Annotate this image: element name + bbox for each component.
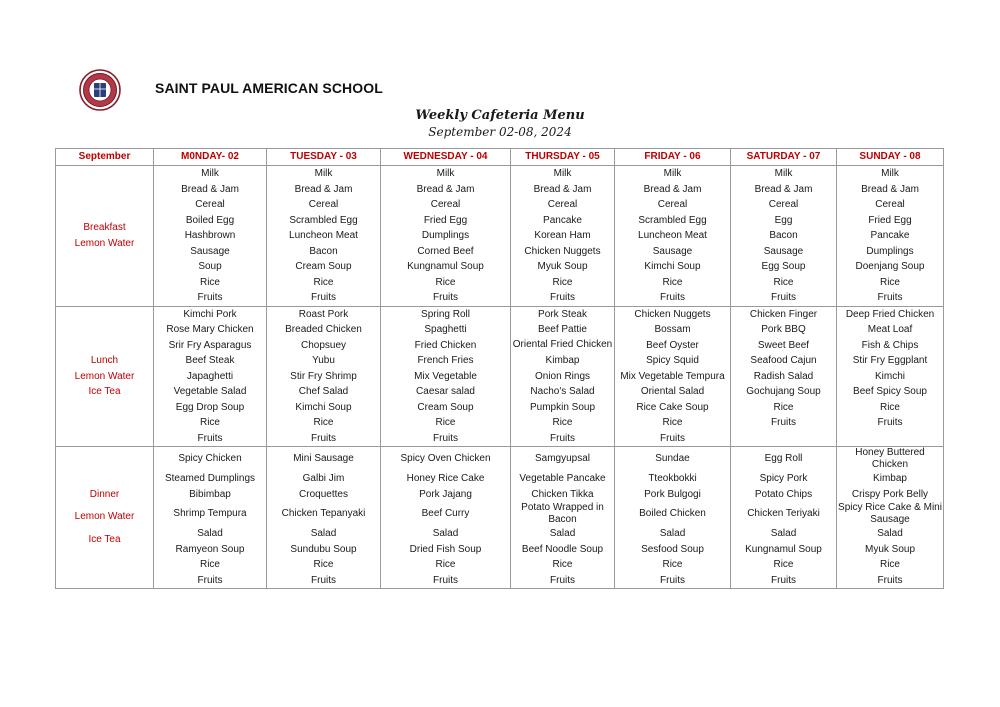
lunch-label: Lemon Water — [74, 370, 135, 382]
menu-cell: Mix Vegetable — [381, 369, 511, 385]
menu-cell: Bread & Jam — [267, 182, 381, 198]
menu-cell: Corned Beef — [381, 244, 511, 260]
menu-cell: Rice — [267, 275, 381, 291]
menu-cell: Kimbap — [511, 353, 615, 369]
menu-cell: Scrambled Egg — [615, 213, 731, 229]
menu-cell: Salad — [154, 526, 267, 542]
menu-cell: Pancake — [837, 228, 944, 244]
menu-cell: Cream Soup — [381, 400, 511, 416]
menu-cell: Fruits — [381, 573, 511, 589]
menu-cell: Fruits — [731, 415, 837, 431]
header-thursday: THURSDAY - 05 — [511, 149, 615, 166]
header-row — [56, 149, 944, 166]
menu-cell: Fruits — [615, 431, 731, 447]
menu-cell — [837, 431, 944, 447]
menu-cell: Rice — [731, 275, 837, 291]
menu-cell: Radish Salad — [731, 369, 837, 385]
menu-cell: Fruits — [381, 290, 511, 306]
menu-cell: Tteokbokki — [615, 471, 731, 487]
menu-cell: Fruits — [267, 573, 381, 589]
breakfast-row — [56, 275, 944, 291]
menu-cell: Fruits — [837, 415, 944, 431]
menu-cell: Hashbrown — [154, 228, 267, 244]
menu-cell: Rice — [837, 557, 944, 573]
menu-cell: Rice — [381, 275, 511, 291]
menu-cell: Beef Noodle Soup — [511, 542, 615, 558]
menu-cell: Rice Cake Soup — [615, 400, 731, 416]
breakfast-row — [56, 197, 944, 213]
menu-cell: Japaghetti — [154, 369, 267, 385]
menu-cell: Kimchi Soup — [267, 400, 381, 416]
menu-cell: Fruits — [154, 573, 267, 589]
header-month: September — [56, 149, 154, 166]
dinner-label: Ice Tea — [88, 533, 121, 545]
menu-cell: Egg Roll — [731, 447, 837, 472]
breakfast-row — [56, 244, 944, 260]
menu-cell: Spring Roll — [381, 306, 511, 322]
menu-cell: Beef Steak — [154, 353, 267, 369]
breakfast-label: Lemon Water — [74, 237, 135, 249]
dinner-row — [56, 542, 944, 558]
menu-cell: Roast Pork — [267, 306, 381, 322]
menu-cell: Bread & Jam — [511, 182, 615, 198]
menu-cell: Rose Mary Chicken — [154, 322, 267, 338]
header-tuesday: TUESDAY - 03 — [267, 149, 381, 166]
menu-cell: Fried Egg — [381, 213, 511, 229]
menu-cell: Ramyeon Soup — [154, 542, 267, 558]
lunch-row — [56, 338, 944, 354]
menu-cell: Pancake — [511, 213, 615, 229]
menu-cell: Mini Sausage — [267, 447, 381, 472]
menu-cell: Beef Spicy Soup — [837, 384, 944, 400]
menu-cell: Fruits — [154, 431, 267, 447]
menu-cell: Milk — [731, 166, 837, 182]
lunch-label: Ice Tea — [88, 386, 121, 397]
menu-cell: Salad — [731, 526, 837, 542]
menu-cell: Egg — [731, 213, 837, 229]
dinner-row — [56, 526, 944, 542]
menu-cell: Beef Curry — [381, 502, 511, 526]
lunch-row — [56, 400, 944, 416]
lunch-row — [56, 431, 944, 447]
menu-cell: Oriental Fried Chicken — [511, 338, 615, 354]
menu-cell: Fruits — [837, 573, 944, 589]
menu-cell: Fish & Chips — [837, 338, 944, 354]
breakfast-row — [56, 182, 944, 198]
menu-cell: Fruits — [154, 290, 267, 306]
menu-cell: Spicy Squid — [615, 353, 731, 369]
menu-cell: Bossam — [615, 322, 731, 338]
dinner-row — [56, 447, 944, 472]
menu-cell: Shrimp Tempura — [154, 502, 267, 526]
menu-cell: Fruits — [511, 290, 615, 306]
menu-cell: Fruits — [731, 290, 837, 306]
menu-cell: Bibimbap — [154, 487, 267, 503]
dinner-row — [56, 471, 944, 487]
menu-cell: Pumpkin Soup — [511, 400, 615, 416]
school-seal-logo — [79, 69, 121, 111]
menu-cell: Milk — [267, 166, 381, 182]
menu-cell: Fruits — [731, 573, 837, 589]
menu-cell: Steamed Dumplings — [154, 471, 267, 487]
menu-cell: Kimchi — [837, 369, 944, 385]
menu-cell: Dumplings — [381, 228, 511, 244]
menu-cell: Fruits — [267, 290, 381, 306]
menu-cell: Dumplings — [837, 244, 944, 260]
menu-cell: Seafood Cajun — [731, 353, 837, 369]
menu-cell: Rice — [511, 415, 615, 431]
menu-cell: Kungnamul Soup — [381, 259, 511, 275]
menu-cell: Salad — [615, 526, 731, 542]
menu-cell: Rice — [615, 275, 731, 291]
menu-cell: Potato Wrapped in Bacon — [511, 502, 615, 526]
menu-cell: Salad — [381, 526, 511, 542]
menu-cell: Milk — [511, 166, 615, 182]
menu-cell: Bread & Jam — [615, 182, 731, 198]
menu-cell: Rice — [511, 557, 615, 573]
menu-cell: Rice — [511, 275, 615, 291]
menu-cell: Kungnamul Soup — [731, 542, 837, 558]
menu-cell: Honey Buttered Chicken — [837, 447, 944, 472]
menu-cell: Stir Fry Eggplant — [837, 353, 944, 369]
menu-cell: Luncheon Meat — [615, 228, 731, 244]
menu-cell: Fruits — [615, 573, 731, 589]
menu-cell: Samgyupsal — [511, 447, 615, 472]
menu-cell: Chef Salad — [267, 384, 381, 400]
menu-cell: Boiled Chicken — [615, 502, 731, 526]
menu-cell: Cereal — [731, 197, 837, 213]
dinner-label-cell — [56, 447, 154, 589]
dinner-row — [56, 557, 944, 573]
lunch-row — [56, 322, 944, 338]
menu-cell: Doenjang Soup — [837, 259, 944, 275]
menu-cell — [731, 431, 837, 447]
menu-cell: Bread & Jam — [381, 182, 511, 198]
menu-cell: Pork BBQ — [731, 322, 837, 338]
lunch-row — [56, 369, 944, 385]
menu-cell: Cereal — [267, 197, 381, 213]
header-sunday: SUNDAY - 08 — [837, 149, 944, 166]
dinner-row — [56, 573, 944, 589]
menu-cell: Bacon — [731, 228, 837, 244]
menu-cell: Chicken Nuggets — [615, 306, 731, 322]
menu-cell: Spicy Oven Chicken — [381, 447, 511, 472]
menu-cell: Oriental Salad — [615, 384, 731, 400]
school-name: SAINT PAUL AMERICAN SCHOOL — [155, 80, 383, 96]
menu-dates: September 02-08, 2024 — [428, 125, 572, 139]
menu-cell: Chicken Tikka — [511, 487, 615, 503]
menu-cell: Sweet Beef — [731, 338, 837, 354]
menu-cell: Onion Rings — [511, 369, 615, 385]
menu-cell: Crispy Pork Belly — [837, 487, 944, 503]
menu-cell: Rice — [381, 557, 511, 573]
breakfast-label: Breakfast — [83, 222, 126, 234]
menu-cell: Gochujang Soup — [731, 384, 837, 400]
breakfast-row — [56, 213, 944, 229]
menu-cell: Yubu — [267, 353, 381, 369]
menu-cell: Potato Chips — [731, 487, 837, 503]
menu-title: Weekly Cafeteria Menu — [415, 108, 585, 123]
menu-cell: Milk — [154, 166, 267, 182]
lunch-label-cell — [56, 306, 154, 447]
header-monday: M0NDAY- 02 — [154, 149, 267, 166]
menu-cell: Meat Loaf — [837, 322, 944, 338]
menu-cell: Rice — [154, 557, 267, 573]
menu-cell: Stir Fry Shrimp — [267, 369, 381, 385]
menu-cell: Rice — [731, 400, 837, 416]
breakfast-row — [56, 290, 944, 306]
menu-cell: Pork Jajang — [381, 487, 511, 503]
menu-cell: Cereal — [837, 197, 944, 213]
menu-cell: Soup — [154, 259, 267, 275]
menu-cell: Milk — [837, 166, 944, 182]
dinner-row — [56, 502, 944, 526]
menu-cell: Bacon — [267, 244, 381, 260]
menu-cell: Vegetable Pancake — [511, 471, 615, 487]
menu-cell: Rice — [154, 275, 267, 291]
menu-cell: Cereal — [381, 197, 511, 213]
menu-cell: Chicken Nuggets — [511, 244, 615, 260]
menu-cell: Mix Vegetable Tempura — [615, 369, 731, 385]
cafeteria-menu-table — [55, 148, 944, 589]
menu-cell: Rice — [267, 415, 381, 431]
menu-cell: Rice — [267, 557, 381, 573]
menu-cell: Bread & Jam — [837, 182, 944, 198]
menu-cell: Myuk Soup — [837, 542, 944, 558]
menu-cell: Scrambled Egg — [267, 213, 381, 229]
menu-cell: Spicy Rice Cake & Mini Sausage — [838, 502, 942, 525]
header-saturday: SATURDAY - 07 — [731, 149, 837, 166]
menu-cell: Salad — [267, 526, 381, 542]
menu-cell: Kimchi Soup — [615, 259, 731, 275]
menu-cell: Myuk Soup — [511, 259, 615, 275]
menu-cell: French Fries — [381, 353, 511, 369]
lunch-row — [56, 415, 944, 431]
menu-cell: Rice — [615, 415, 731, 431]
menu-cell: Beef Pattie — [511, 322, 615, 338]
menu-cell: Spicy Pork — [731, 471, 837, 487]
menu-cell: Breaded Chicken — [267, 322, 381, 338]
menu-cell: Kimchi Pork — [154, 306, 267, 322]
menu-cell: Luncheon Meat — [267, 228, 381, 244]
menu-cell: Caesar salad — [381, 384, 511, 400]
menu-cell: Rice — [615, 557, 731, 573]
menu-cell: Vegetable Salad — [154, 384, 267, 400]
menu-cell: Spaghetti — [381, 322, 511, 338]
menu-cell: Fruits — [511, 431, 615, 447]
menu-cell: Croquettes — [267, 487, 381, 503]
header-wednesday: WEDNESDAY - 04 — [381, 149, 511, 166]
breakfast-row — [56, 259, 944, 275]
menu-cell: Cereal — [511, 197, 615, 213]
menu-cell: Sundubu Soup — [267, 542, 381, 558]
menu-cell: Chicken Teriyaki — [731, 502, 837, 526]
menu-cell: Spicy Chicken — [154, 447, 267, 472]
dinner-row — [56, 487, 944, 503]
menu-cell: Rice — [381, 415, 511, 431]
menu-cell: Sausage — [154, 244, 267, 260]
menu-cell: Fruits — [381, 431, 511, 447]
menu-cell: Korean Ham — [511, 228, 615, 244]
menu-cell: Salad — [837, 526, 944, 542]
menu-cell: Dried Fish Soup — [381, 542, 511, 558]
menu-cell: Sausage — [731, 244, 837, 260]
menu-cell: Bread & Jam — [154, 182, 267, 198]
menu-cell: Deep Fried Chicken — [837, 306, 944, 322]
menu-cell: Rice — [154, 415, 267, 431]
lunch-row — [56, 306, 944, 322]
menu-cell: Sesfood Soup — [615, 542, 731, 558]
menu-cell: Rice — [837, 400, 944, 416]
menu-cell: Milk — [381, 166, 511, 182]
menu-cell: Nacho's Salad — [511, 384, 615, 400]
menu-cell: Beef Oyster — [615, 338, 731, 354]
menu-cell: Boiled Egg — [154, 213, 267, 229]
lunch-row — [56, 384, 944, 400]
menu-cell: Fruits — [615, 290, 731, 306]
dinner-label: Lemon Water — [74, 511, 135, 523]
breakfast-row — [56, 228, 944, 244]
menu-cell: Rice — [731, 557, 837, 573]
breakfast-label-cell — [56, 166, 154, 307]
menu-cell: Galbi Jim — [267, 471, 381, 487]
menu-cell: Fruits — [267, 431, 381, 447]
dinner-label: Dinner — [89, 488, 120, 500]
menu-cell: Bread & Jam — [731, 182, 837, 198]
menu-cell: Sundae — [615, 447, 731, 472]
menu-cell: Chicken Tepanyaki — [267, 502, 381, 526]
menu-cell: Honey Rice Cake — [381, 471, 511, 487]
breakfast-row — [56, 166, 944, 182]
header-friday: FRIDAY - 06 — [615, 149, 731, 166]
menu-cell: Cereal — [615, 197, 731, 213]
menu-cell: Egg Drop Soup — [154, 400, 267, 416]
menu-cell: Egg Soup — [731, 259, 837, 275]
menu-cell: Chicken Finger — [731, 306, 837, 322]
menu-cell: Salad — [511, 526, 615, 542]
menu-cell: Sausage — [615, 244, 731, 260]
menu-cell: Rice — [837, 275, 944, 291]
menu-cell: Srir Fry Asparagus — [154, 338, 267, 354]
menu-cell: Fried Egg — [837, 213, 944, 229]
menu-cell: Pork Bulgogi — [615, 487, 731, 503]
menu-cell: Cereal — [154, 197, 267, 213]
menu-cell: Fruits — [837, 290, 944, 306]
menu-cell: Fruits — [511, 573, 615, 589]
menu-cell: Fried Chicken — [381, 338, 511, 354]
menu-cell: Cream Soup — [267, 259, 381, 275]
menu-cell: Chopsuey — [267, 338, 381, 354]
menu-cell: Pork Steak — [511, 306, 615, 322]
lunch-row — [56, 353, 944, 369]
menu-cell: Kimbap — [837, 471, 944, 487]
menu-cell: Milk — [615, 166, 731, 182]
lunch-label: Lunch — [90, 355, 119, 366]
